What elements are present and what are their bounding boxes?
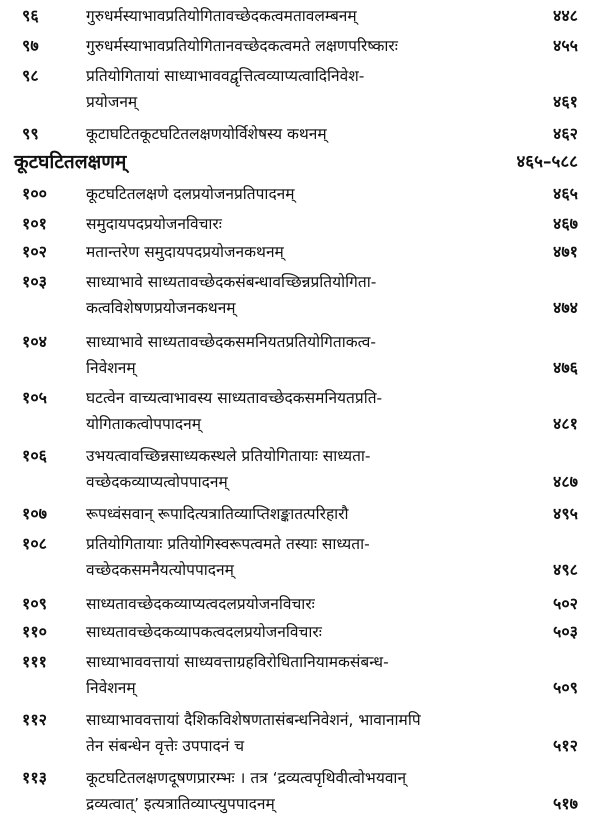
entry-title-line: उभयत्वावच्छिन्नसाध्यकस्थले प्रतियोगितायाः साध्यता-	[86, 447, 371, 465]
entry-title-line: साध्यतावच्छेदकव्याप्यत्वदलप्रयोजनविचारः	[86, 595, 315, 613]
entry-number: ११३	[22, 768, 47, 787]
entry-page-number: ४६७	[553, 214, 578, 233]
entry-title-line: समुदायपदप्रयोजनविचारः	[86, 215, 222, 233]
entry-title-line: कत्वविशेषणप्रयोजनकथनम्	[86, 299, 236, 317]
entry-title-line: वच्छेदकव्याप्यत्वोपपादनम्	[86, 473, 228, 491]
entry-title-line: निवेशनम्	[86, 679, 136, 697]
entry-title-line: वच्छेदकसमनैयत्योपपादनम्	[86, 561, 234, 579]
entry-title-line: साध्याभावे साध्यतावच्छेदकसंबन्धावच्छिन्नप्रतियोगिता-	[86, 273, 377, 291]
entry-title-line: गुरुधर्मस्याभावप्रतियोगितावच्छेदकत्वमतावलम्बनम्	[86, 7, 357, 25]
entry-title-line: कूटघटितलक्षणदूषणप्रारम्भः । तत्र ‘द्रव्यत्वपृथिवीत्वोभयवान्	[86, 769, 407, 787]
entry-page-number: ४७१	[553, 242, 578, 261]
entry-title-line: तेन संबन्धेन वृत्तेः उपपादनं च	[86, 737, 245, 755]
entry-page-number: ४८१	[553, 414, 578, 433]
entry-number: ९९	[22, 124, 39, 143]
entry-title-line: साध्याभावे साध्यतावच्छेदकसमनियतप्रतियोगिताकत्व-	[86, 333, 376, 351]
entry-number: ९६	[22, 6, 39, 25]
entry-page-number: ४४८	[553, 6, 578, 25]
entry-number: १०४	[22, 332, 47, 351]
entry-number: १००	[22, 184, 47, 203]
entry-number: १०९	[22, 594, 47, 613]
entry-number: १११	[22, 652, 47, 671]
entry-title-line: प्रयोजनम्	[86, 93, 138, 111]
entry-number: ११२	[22, 710, 47, 729]
entry-title-line: प्रतियोगितायां साध्याभाववद्वृत्तित्वव्याप्यत्वादिनिवेश-	[86, 67, 365, 85]
entry-title-line: प्रतियोगितायाः प्रतियोगिस्वरूपत्वमते तस्याः साध्यता-	[86, 535, 370, 553]
entry-page-number: ५०९	[553, 678, 578, 697]
entry-page-number: ४९५	[553, 504, 578, 523]
entry-number: १०२	[22, 242, 47, 261]
entry-page-number: ४७६	[553, 358, 578, 377]
entry-title-line: रूपध्वंसवान् रूपादित्यत्रातिव्याप्तिशङ्कातत्परिहारौ	[86, 505, 349, 523]
entry-number: १०३	[22, 272, 47, 291]
entry-title-line: साध्याभाववत्तायां साध्यवत्ताग्रहविरोधितानियामकसंबन्ध-	[86, 653, 389, 671]
entry-title-line: साध्यतावच्छेदकव्यापकत्वदलप्रयोजनविचारः	[86, 623, 322, 641]
entry-page-number: ४६२	[553, 124, 578, 143]
entry-title-line: गुरुधर्मस्याभावप्रतियोगितानवच्छेदकत्वमते लक्षणपरिष्कारः	[86, 37, 398, 55]
entry-title-line: कूटघटितलक्षणे दलप्रयोजनप्रतिपादनम्	[86, 185, 295, 203]
entry-page-number: ५१२	[553, 736, 578, 755]
entry-title-line: निवेशनम्	[86, 359, 136, 377]
entry-title-line: साध्याभाववत्तायां दैशिकविशेषणतासंबन्धनिवेशनं, भावानामपि	[86, 711, 421, 729]
entry-title-line: घटत्वेन वाच्यत्वाभावस्य साध्यतावच्छेदकसमनियतप्रति-	[86, 389, 383, 407]
entry-page-number: ४९८	[553, 560, 578, 579]
section-heading: कूटघटितलक्षणम्	[14, 151, 127, 173]
section-page-range: ४६५–५८८	[516, 152, 578, 172]
entry-page-number: ५०३	[553, 622, 578, 641]
entry-page-number: ४८७	[553, 472, 578, 491]
entry-title-line: द्रव्यत्वात्’ इत्यत्रातिव्याप्त्युपपादनम्	[86, 795, 275, 813]
entry-number: १०५	[22, 388, 47, 407]
entry-page-number: ५०२	[553, 594, 578, 613]
entry-title-line: मतान्तरेण समुदायपदप्रयोजनकथनम्	[86, 243, 284, 261]
entry-page-number: ४५५	[553, 36, 578, 55]
entry-number: १०६	[22, 446, 47, 465]
entry-number: १०८	[22, 534, 47, 553]
entry-page-number: ४७४	[553, 298, 578, 317]
entry-number: ९८	[22, 66, 39, 85]
entry-number: १०७	[22, 504, 47, 523]
entry-number: ९७	[22, 36, 39, 55]
entry-number: ११०	[22, 622, 47, 641]
entry-page-number: ५१७	[553, 794, 578, 813]
entry-page-number: ४६१	[553, 92, 578, 111]
entry-title-line: कूटाघटितकूटघटितलक्षणयोर्विशेषस्य कथनम्	[86, 125, 327, 143]
entry-page-number: ४६५	[553, 184, 578, 203]
entry-number: १०१	[22, 214, 47, 233]
entry-title-line: योगिताकत्वोपपादनम्	[86, 415, 201, 433]
